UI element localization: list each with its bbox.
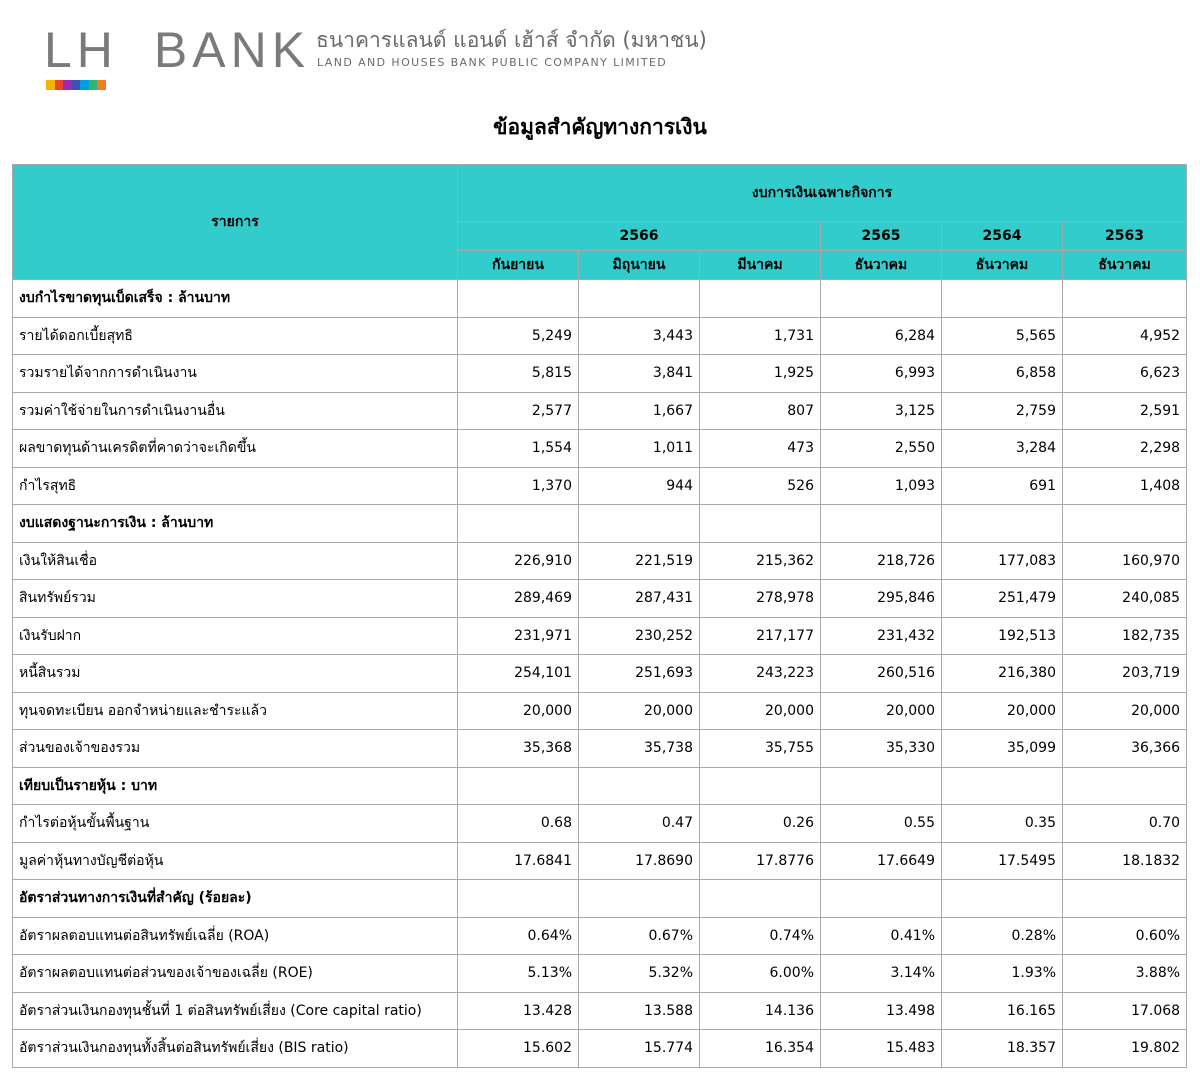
value-cell: 15.602 [458, 1030, 579, 1068]
value-cell: 6,284 [821, 317, 942, 355]
logo-stripe-segment [46, 80, 55, 90]
value-cell: 35,738 [579, 730, 700, 768]
value-cell: 691 [942, 467, 1063, 505]
value-cell: 278,978 [700, 580, 821, 618]
value-cell [700, 505, 821, 543]
row-label: รวมค่าใช้จ่ายในการดำเนินงานอื่น [13, 392, 458, 430]
section-header-row [13, 505, 1187, 543]
logo-lh: LH [44, 22, 118, 78]
table-row [13, 955, 1187, 993]
value-cell: 215,362 [700, 542, 821, 580]
value-cell: 17.6649 [821, 842, 942, 880]
value-cell: 0.55 [821, 805, 942, 843]
row-label: กำไรต่อหุ้นขั้นพื้นฐาน [13, 805, 458, 843]
value-cell [1063, 880, 1187, 918]
month-header: ธันวาคม [942, 251, 1063, 280]
value-cell [1063, 280, 1187, 318]
logo-stripe-segment [63, 80, 72, 90]
value-cell: 0.68 [458, 805, 579, 843]
value-cell [458, 505, 579, 543]
value-cell: 20,000 [821, 692, 942, 730]
value-cell [942, 505, 1063, 543]
value-cell: 18.357 [942, 1030, 1063, 1068]
value-cell: 1,731 [700, 317, 821, 355]
table-row [13, 430, 1187, 468]
row-label: รวมรายได้จากการดำเนินงาน [13, 355, 458, 393]
value-cell: 0.28% [942, 917, 1063, 955]
item-column-header: รายการ [13, 165, 458, 280]
month-header: ธันวาคม [821, 251, 942, 280]
section-header-row [13, 280, 1187, 318]
value-cell: 944 [579, 467, 700, 505]
value-cell: 1.93% [942, 955, 1063, 993]
value-cell: 289,469 [458, 580, 579, 618]
section-header-row [13, 880, 1187, 918]
value-cell: 231,432 [821, 617, 942, 655]
table-row [13, 1030, 1187, 1068]
value-cell [821, 280, 942, 318]
value-cell [942, 280, 1063, 318]
value-cell: 17.068 [1063, 992, 1187, 1030]
value-cell: 203,719 [1063, 655, 1187, 693]
value-cell: 36,366 [1063, 730, 1187, 768]
logo-bank: BANK [153, 22, 311, 78]
value-cell: 230,252 [579, 617, 700, 655]
value-cell: 0.41% [821, 917, 942, 955]
value-cell: 0.60% [1063, 917, 1187, 955]
value-cell: 160,970 [1063, 542, 1187, 580]
value-cell [458, 880, 579, 918]
value-cell: 6,858 [942, 355, 1063, 393]
value-cell: 3.14% [821, 955, 942, 993]
row-label: สินทรัพย์รวม [13, 580, 458, 618]
value-cell: 0.26 [700, 805, 821, 843]
value-cell [458, 280, 579, 318]
value-cell: 231,971 [458, 617, 579, 655]
section-label: เทียบเป็นรายหุ้น : บาท [13, 767, 458, 805]
value-cell: 3.88% [1063, 955, 1187, 993]
row-label: หนี้สินรวม [13, 655, 458, 693]
value-cell: 35,330 [821, 730, 942, 768]
row-label: ทุนจดทะเบียน ออกจำหน่ายและชำระแล้ว [13, 692, 458, 730]
value-cell: 295,846 [821, 580, 942, 618]
row-label: เงินรับฝาก [13, 617, 458, 655]
section-header-row [13, 767, 1187, 805]
value-cell: 226,910 [458, 542, 579, 580]
value-cell: 13.428 [458, 992, 579, 1030]
table-row [13, 617, 1187, 655]
value-cell: 20,000 [1063, 692, 1187, 730]
value-cell: 1,667 [579, 392, 700, 430]
value-cell: 13.588 [579, 992, 700, 1030]
value-cell: 254,101 [458, 655, 579, 693]
page-title: ข้อมูลสำคัญทางการเงิน [493, 115, 707, 139]
month-header: กันยายน [458, 251, 579, 280]
row-label: ผลขาดทุนด้านเครดิตที่คาดว่าจะเกิดขึ้น [13, 430, 458, 468]
row-label: อัตราผลตอบแทนต่อสินทรัพย์เฉลี่ย (ROA) [13, 917, 458, 955]
month-header: ธันวาคม [1063, 251, 1187, 280]
value-cell: 2,759 [942, 392, 1063, 430]
value-cell: 13.498 [821, 992, 942, 1030]
value-cell: 1,408 [1063, 467, 1187, 505]
value-cell: 5.13% [458, 955, 579, 993]
value-cell: 216,380 [942, 655, 1063, 693]
value-cell [458, 767, 579, 805]
value-cell: 473 [700, 430, 821, 468]
value-cell: 2,298 [1063, 430, 1187, 468]
value-cell: 0.67% [579, 917, 700, 955]
page-header [0, 0, 1200, 100]
value-cell [1063, 767, 1187, 805]
value-cell [700, 880, 821, 918]
value-cell: 260,516 [821, 655, 942, 693]
value-cell: 18.1832 [1063, 842, 1187, 880]
row-label: อัตราส่วนเงินกองทุนทั้งสิ้นต่อสินทรัพย์เสี่ยง (BIS ratio) [13, 1030, 458, 1068]
table-row [13, 842, 1187, 880]
value-cell [579, 505, 700, 543]
value-cell: 16.165 [942, 992, 1063, 1030]
value-cell: 251,479 [942, 580, 1063, 618]
table-row [13, 992, 1187, 1030]
value-cell [821, 767, 942, 805]
table-row [13, 692, 1187, 730]
row-label: อัตราผลตอบแทนต่อส่วนของเจ้าของเฉลี่ย (ROE) [13, 955, 458, 993]
value-cell: 17.5495 [942, 842, 1063, 880]
month-header: มิถุนายน [579, 251, 700, 280]
value-cell: 1,011 [579, 430, 700, 468]
value-cell: 6,623 [1063, 355, 1187, 393]
value-cell [821, 505, 942, 543]
value-cell: 20,000 [942, 692, 1063, 730]
value-cell: 3,841 [579, 355, 700, 393]
value-cell: 0.74% [700, 917, 821, 955]
value-cell: 0.64% [458, 917, 579, 955]
value-cell: 1,370 [458, 467, 579, 505]
value-cell: 5.32% [579, 955, 700, 993]
value-cell: 0.35 [942, 805, 1063, 843]
bank-name-english: LAND AND HOUSES BANK PUBLIC COMPANY LIMITED [317, 56, 668, 69]
value-cell [942, 767, 1063, 805]
separate-financial-statements-header: งบการเงินเฉพาะกิจการ [458, 165, 1187, 222]
value-cell: 5,815 [458, 355, 579, 393]
value-cell: 17.8776 [700, 842, 821, 880]
value-cell: 218,726 [821, 542, 942, 580]
lh-bank-logo [44, 22, 310, 78]
value-cell: 287,431 [579, 580, 700, 618]
value-cell: 2,591 [1063, 392, 1187, 430]
year-header: 2566 [458, 222, 821, 251]
value-cell: 14.136 [700, 992, 821, 1030]
value-cell: 217,177 [700, 617, 821, 655]
value-cell: 6,993 [821, 355, 942, 393]
year-header: 2563 [1063, 222, 1187, 251]
value-cell [579, 767, 700, 805]
value-cell: 20,000 [700, 692, 821, 730]
year-header: 2564 [942, 222, 1063, 251]
value-cell: 1,925 [700, 355, 821, 393]
value-cell: 3,284 [942, 430, 1063, 468]
value-cell: 16.354 [700, 1030, 821, 1068]
value-cell [821, 880, 942, 918]
value-cell: 177,083 [942, 542, 1063, 580]
value-cell: 4,952 [1063, 317, 1187, 355]
value-cell: 35,099 [942, 730, 1063, 768]
value-cell: 19.802 [1063, 1030, 1187, 1068]
row-label: เงินให้สินเชื่อ [13, 542, 458, 580]
table-row [13, 392, 1187, 430]
section-label: งบแสดงฐานะการเงิน : ล้านบาท [13, 505, 458, 543]
value-cell: 221,519 [579, 542, 700, 580]
value-cell: 240,085 [1063, 580, 1187, 618]
value-cell: 15.483 [821, 1030, 942, 1068]
value-cell: 192,513 [942, 617, 1063, 655]
value-cell: 2,550 [821, 430, 942, 468]
value-cell [579, 880, 700, 918]
value-cell: 3,443 [579, 317, 700, 355]
year-header: 2565 [821, 222, 942, 251]
logo-stripe-segment [89, 80, 98, 90]
value-cell: 20,000 [579, 692, 700, 730]
month-header: มีนาคม [700, 251, 821, 280]
logo-stripe-segment [55, 80, 64, 90]
row-label: อัตราส่วนเงินกองทุนชั้นที่ 1 ต่อสินทรัพย์เสี่ยง (Core capital ratio) [13, 992, 458, 1030]
value-cell [700, 280, 821, 318]
value-cell: 5,249 [458, 317, 579, 355]
section-label: อัตราส่วนทางการเงินที่สำคัญ (ร้อยละ) [13, 880, 458, 918]
logo-stripe-segment [72, 80, 81, 90]
table-row [13, 355, 1187, 393]
value-cell: 15.774 [579, 1030, 700, 1068]
value-cell: 17.8690 [579, 842, 700, 880]
value-cell: 17.6841 [458, 842, 579, 880]
value-cell: 1,554 [458, 430, 579, 468]
value-cell: 0.70 [1063, 805, 1187, 843]
value-cell: 526 [700, 467, 821, 505]
value-cell: 2,577 [458, 392, 579, 430]
value-cell: 251,693 [579, 655, 700, 693]
row-label: มูลค่าหุ้นทางบัญชีต่อหุ้น [13, 842, 458, 880]
table-row [13, 730, 1187, 768]
value-cell: 0.47 [579, 805, 700, 843]
logo-stripe-segment [97, 80, 106, 90]
value-cell [1063, 505, 1187, 543]
bank-name-thai: ธนาคารแลนด์ แอนด์ เฮ้าส์ จำกัด (มหาชน) [316, 28, 707, 52]
value-cell: 1,093 [821, 467, 942, 505]
value-cell [700, 767, 821, 805]
financial-highlights-table [12, 164, 1187, 1068]
table-row [13, 805, 1187, 843]
table-row [13, 580, 1187, 618]
table-row [13, 917, 1187, 955]
row-label: ส่วนของเจ้าของรวม [13, 730, 458, 768]
value-cell: 3,125 [821, 392, 942, 430]
table-row [13, 542, 1187, 580]
row-label: รายได้ดอกเบี้ยสุทธิ [13, 317, 458, 355]
logo-stripe-segment [80, 80, 89, 90]
logo-color-stripe [46, 80, 106, 90]
value-cell: 807 [700, 392, 821, 430]
value-cell: 35,368 [458, 730, 579, 768]
table-row [13, 655, 1187, 693]
value-cell [942, 880, 1063, 918]
row-label: กำไรสุทธิ [13, 467, 458, 505]
table-row [13, 467, 1187, 505]
value-cell: 5,565 [942, 317, 1063, 355]
section-label: งบกำไรขาดทุนเบ็ดเสร็จ : ล้านบาท [13, 280, 458, 318]
table-body [13, 280, 1187, 1068]
value-cell: 20,000 [458, 692, 579, 730]
value-cell: 6.00% [700, 955, 821, 993]
value-cell: 35,755 [700, 730, 821, 768]
table-row [13, 317, 1187, 355]
value-cell: 243,223 [700, 655, 821, 693]
value-cell: 182,735 [1063, 617, 1187, 655]
value-cell [579, 280, 700, 318]
